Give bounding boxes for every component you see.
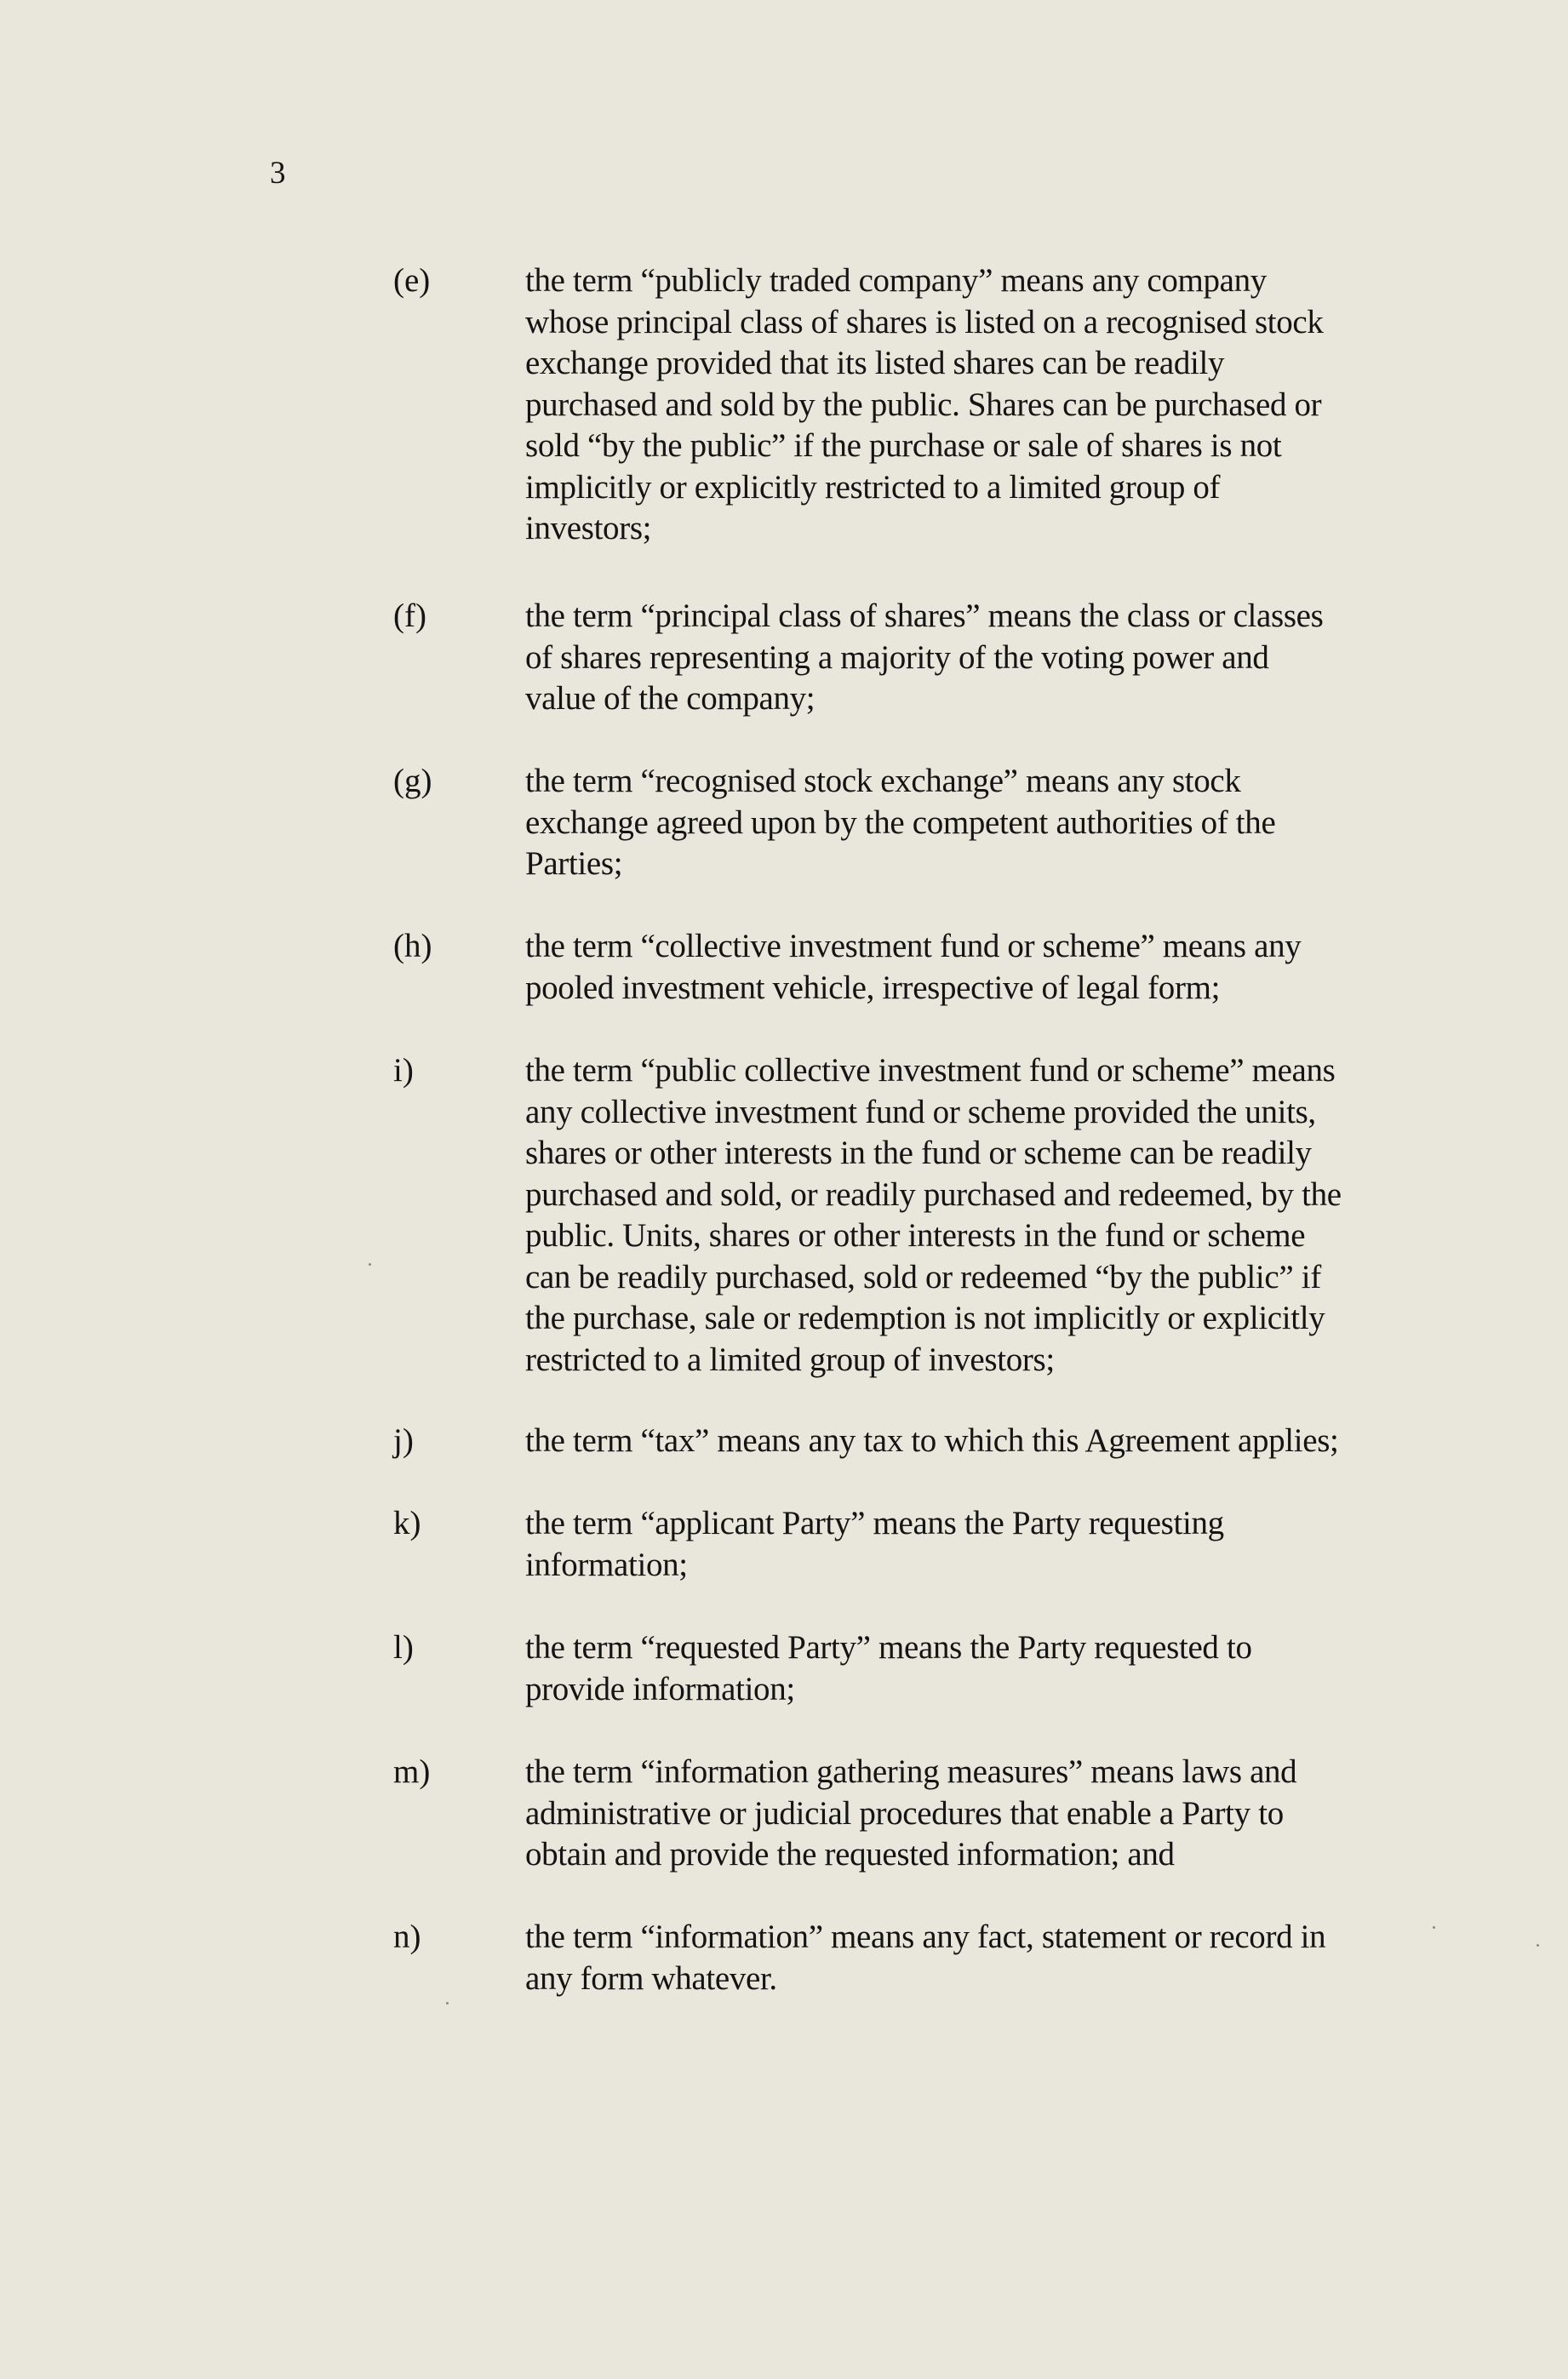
text-line: any collective investment fund or scheme provided the units, [525, 1093, 1316, 1130]
text-line: provide information; [525, 1670, 795, 1707]
clause-label: i) [393, 1052, 414, 1089]
text-line: purchased and sold by the public. Shares can be purchased or [525, 386, 1322, 423]
text-line: the term “collective investment fund or scheme” means any [525, 928, 1302, 964]
clause-label: (e) [393, 262, 431, 299]
text-line: the term “principal class of shares” means the class or classes [525, 598, 1324, 634]
text-line: shares or other interests in the fund or scheme can be readily [525, 1135, 1312, 1171]
text-line: public. Units, shares or other interests in the fund or scheme [525, 1217, 1306, 1254]
text-line: sold “by the public” if the purchase or sale of shares is not [525, 427, 1282, 464]
clause-label: (g) [393, 763, 432, 799]
clause-text [525, 260, 1462, 550]
scan-speck [446, 2002, 449, 2004]
clause-label: l) [393, 1629, 414, 1666]
scan-speck [369, 1263, 371, 1266]
text-line: purchased and sold, or readily purchased and redeemed, by the [525, 1175, 1342, 1213]
text-line: the term “requested Party” means the Party requested to [525, 1629, 1252, 1666]
page-number: 3 [270, 156, 286, 191]
text-line: information; [525, 1546, 688, 1583]
text-line: the purchase, sale or redemption is not implicitly or explicitly [525, 1300, 1325, 1336]
text-line: implicitly or explicitly restricted to a limited group of [525, 468, 1221, 506]
clause-text [525, 926, 1462, 1009]
text-line: pooled investment vehicle, irrespective of legal form; [525, 969, 1221, 1006]
text-line: of shares representing a majority of the voting power and [525, 638, 1269, 676]
clause-text [525, 1421, 1462, 1462]
text-line: the term “information” means any fact, statement or record in [525, 1919, 1326, 1955]
text-line: value of the company; [525, 680, 815, 717]
clause-label: n) [393, 1919, 421, 1955]
text-line: the term “recognised stock exchange” means any stock [525, 763, 1241, 799]
text-line: the term “public collective investment fund or scheme” means [525, 1052, 1336, 1089]
clause-label: j) [393, 1422, 414, 1459]
clause-text [525, 1050, 1462, 1381]
text-line: administrative or judicial procedures that enable a Party to [525, 1794, 1284, 1832]
clause-label: m) [393, 1753, 431, 1790]
text-line: exchange agreed upon by the competent authorities of the [525, 803, 1276, 841]
clause-label: k) [393, 1505, 421, 1541]
text-line: the term “publicly traded company” means any company [525, 262, 1267, 299]
text-line: the term “tax” means any tax to which this Agreement applies; [525, 1422, 1339, 1459]
text-line: exchange provided that its listed shares can be readily [525, 345, 1225, 381]
text-line: investors; [525, 510, 652, 546]
text-line: can be readily purchased, sold or redeemed “by the public” if [525, 1258, 1321, 1295]
clause-text [525, 1752, 1462, 1876]
text-line: restricted to a limited group of investors; [525, 1341, 1055, 1378]
clause-label: (f) [393, 598, 426, 634]
text-line: the term “applicant Party” means the Party requesting [525, 1505, 1224, 1541]
text-line: any form whatever. [525, 1959, 777, 1997]
text-line: the term “information gathering measures” means laws and [525, 1753, 1297, 1790]
clause-label: (h) [393, 928, 432, 964]
text-line: obtain and provide the requested information; and [525, 1836, 1175, 1873]
clause-text [525, 596, 1462, 720]
scan-speck [1537, 1944, 1539, 1947]
clause-text [525, 761, 1462, 885]
clause-text [525, 1503, 1462, 1586]
scan-speck [1433, 1926, 1435, 1929]
clause-text [525, 1917, 1462, 1999]
text-line: whose principal class of shares is listed on a recognised stock [525, 303, 1324, 340]
clause-text [525, 1627, 1462, 1710]
text-line: Parties; [525, 845, 623, 882]
